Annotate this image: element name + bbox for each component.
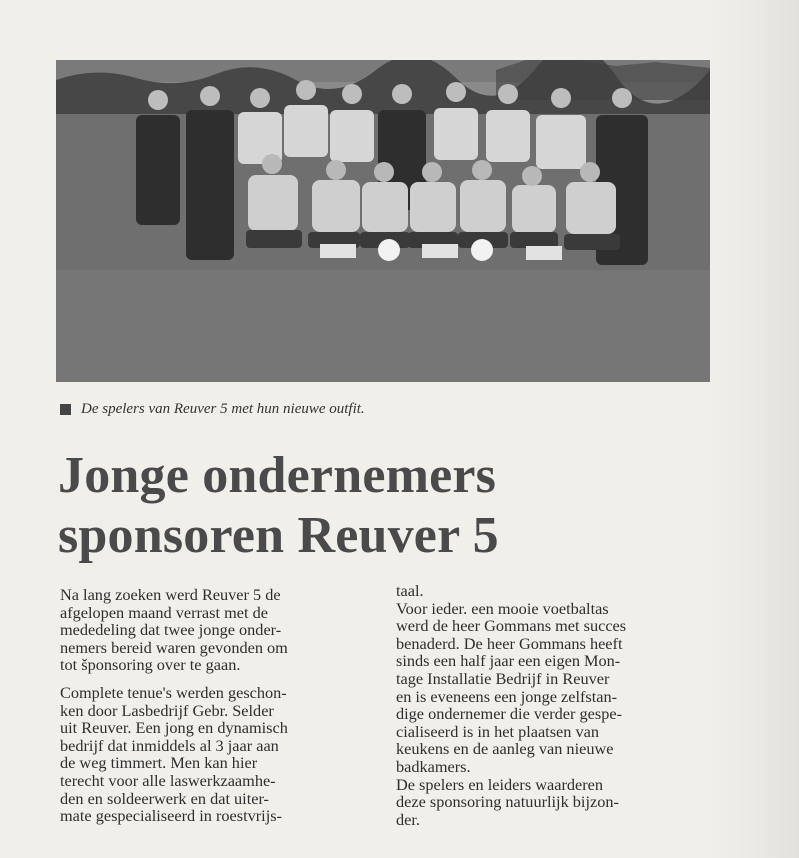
caption-text: De spelers van Reuver 5 met hun nieuwe outfit. bbox=[81, 400, 365, 417]
text-line: badkamers. bbox=[396, 756, 471, 776]
caption-bullet-icon bbox=[60, 404, 71, 415]
text-line: werd de heer Gommans met succes bbox=[396, 616, 627, 636]
text-line: sinds een half jaar een eigen Mon- bbox=[396, 651, 621, 671]
text-line: bedrijf dat inmiddels al 3 jaar aan bbox=[60, 735, 279, 755]
text-line: De spelers en leiders waarderen bbox=[396, 774, 604, 794]
text-line: mededeling dat twee jonge onder- bbox=[60, 620, 282, 640]
paragraph-2 bbox=[60, 684, 390, 825]
text-line: de weg timmert. Men kan hier bbox=[60, 753, 258, 773]
team-photo-icon bbox=[56, 60, 710, 382]
text-line: cialiseerd is in het plaatsen van bbox=[396, 721, 599, 741]
paragraph-3 bbox=[396, 582, 736, 828]
article-headline bbox=[58, 446, 748, 566]
paragraph-1 bbox=[60, 586, 390, 674]
text-line: mate gespecialiseerd in roestvrijs- bbox=[60, 806, 282, 826]
text-line: benaderd. De heer Gommans heeft bbox=[396, 633, 623, 653]
text-line: taal. bbox=[396, 581, 424, 600]
article-right-column bbox=[396, 582, 736, 828]
text-line: den en soldeerwerk en dat uiter- bbox=[60, 788, 269, 808]
text-line: Voor ieder. een mooie voetbaltas bbox=[396, 598, 609, 618]
text-line: uit Reuver. Een jong en dynamisch bbox=[60, 718, 288, 738]
text-line: terecht voor alle laswerkzaamhe- bbox=[60, 770, 276, 790]
text-line: tage Installatie Bedrijf in Reuver bbox=[396, 668, 610, 688]
text-line: Complete tenue's werden geschon- bbox=[60, 682, 287, 702]
article-left-column bbox=[60, 586, 390, 825]
text-line: der. bbox=[396, 809, 420, 829]
text-line: ken door Lasbedrijf Gebr. Selder bbox=[60, 700, 274, 720]
text-line: deze sponsoring natuurlijk bijzon- bbox=[396, 792, 619, 812]
text-line: en is eveneens een jonge zelfstan- bbox=[396, 686, 618, 706]
text-line: keukens en de aanleg van nieuwe bbox=[396, 739, 614, 759]
text-line: afgelopen maand verrast met de bbox=[60, 602, 268, 622]
text-line: Na lang zoeken werd Reuver 5 de bbox=[60, 585, 281, 604]
headline-line-2: sponsoren Reuver 5 bbox=[58, 507, 499, 564]
text-line: nemers bereid waren gevonden om bbox=[60, 637, 288, 657]
text-line: tot šponsoring over te gaan. bbox=[60, 655, 241, 675]
team-photo bbox=[56, 60, 710, 382]
headline-line-1: Jonge ondernemers bbox=[58, 447, 497, 504]
photo-caption bbox=[60, 398, 365, 420]
text-line: dige ondernemer die verder gespe- bbox=[396, 704, 623, 724]
